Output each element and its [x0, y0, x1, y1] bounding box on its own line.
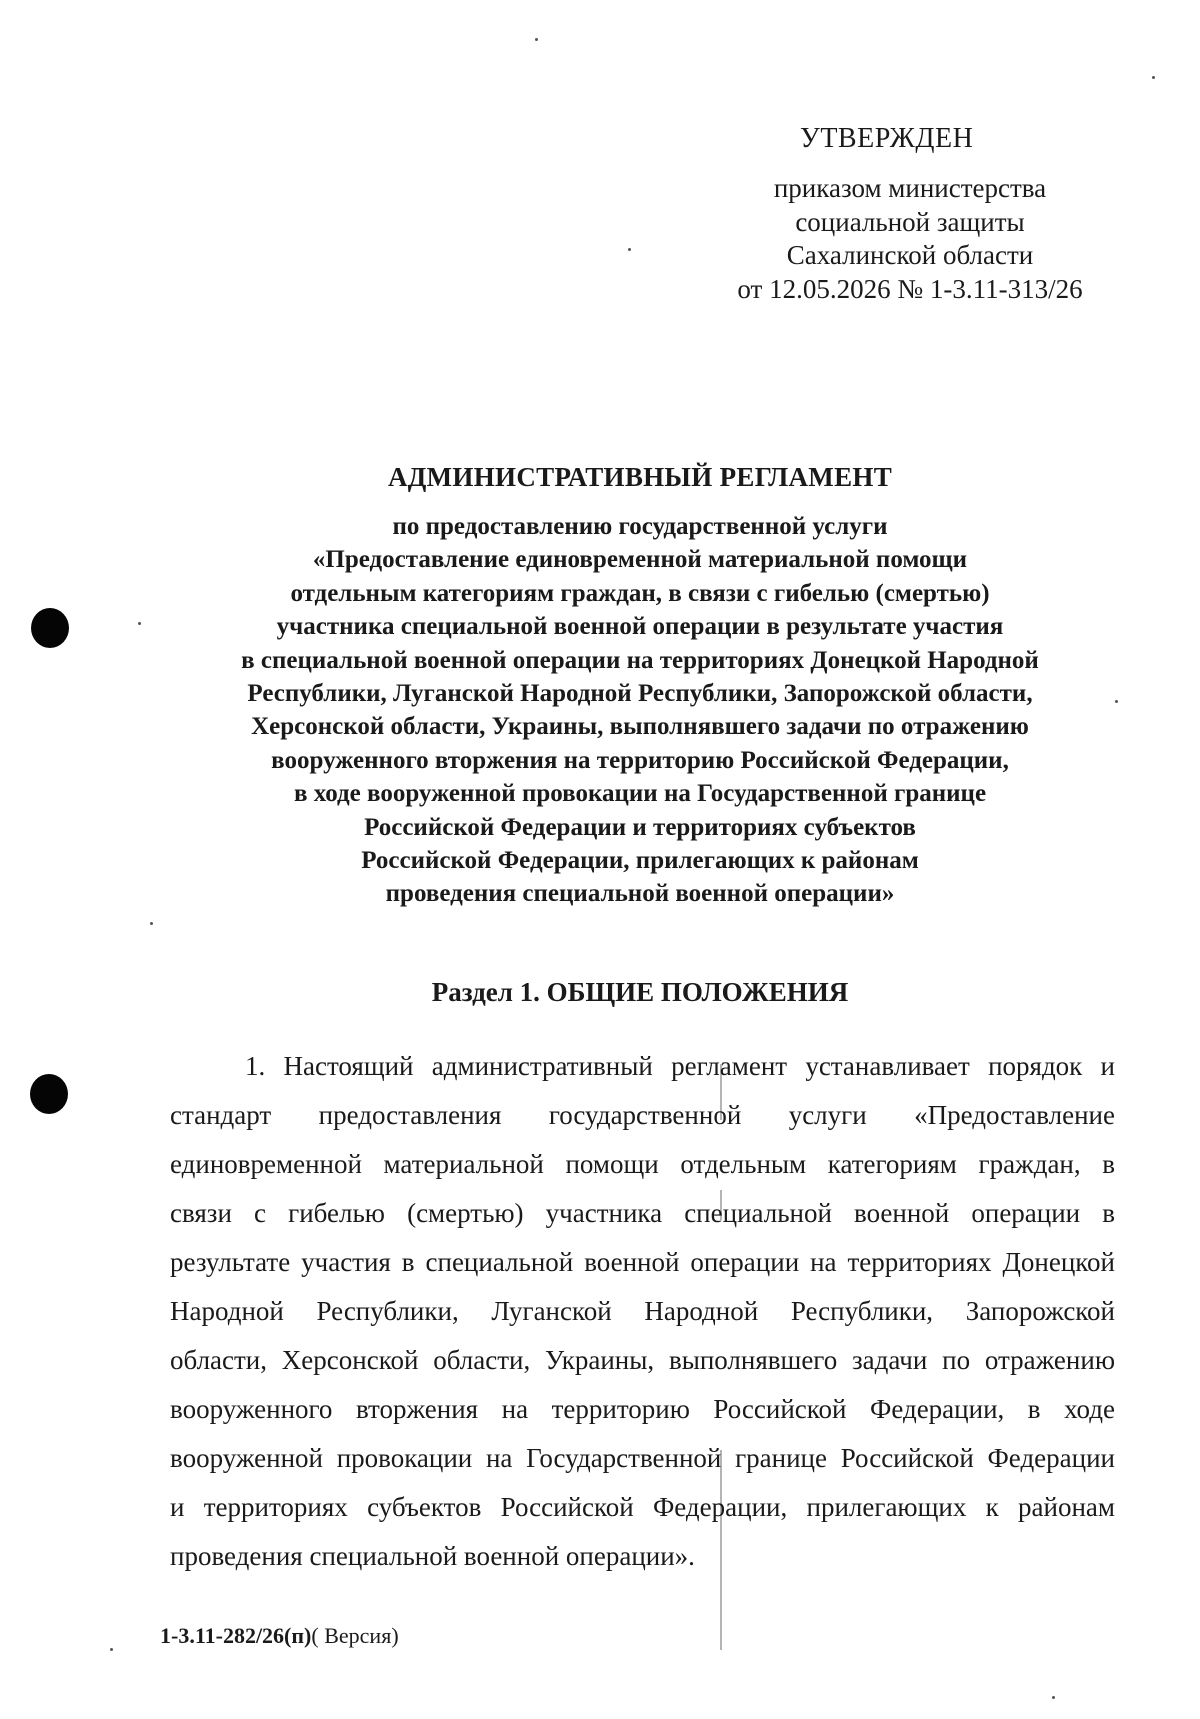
subtitle-line: «Предоставление единовременной материальной помощи: [312, 546, 968, 574]
approval-heading: УТВЕРЖДЕН: [800, 123, 974, 154]
paragraph-line: области, Херсонской области, Украины, выполнявшего задачи по отражению: [170, 1345, 1115, 1375]
document-code-footer: [160, 1622, 399, 1650]
approval-line: социальной защиты: [795, 206, 1025, 237]
subtitle-line: в специальной военной операции на территориях Донецкой Народной: [241, 646, 1039, 674]
punch-hole-mark: [31, 608, 69, 648]
document-code: 1-3.11-282/26(п): [160, 1623, 312, 1648]
subtitle-line: в ходе вооруженной провокации на Государственной границе: [293, 780, 987, 808]
approval-line: Сахалинской области: [786, 240, 1034, 270]
scan-speck: [1052, 1696, 1055, 1699]
subtitle-line: Республики, Луганской Народной Республики, Запорожской области,: [247, 680, 1033, 708]
paragraph-line: вооруженного вторжения на территорию Российской Федерации, в ходе: [170, 1394, 1115, 1424]
paragraph-line: связи с гибелью (смертью) участника специальной военной операции в: [170, 1198, 1115, 1228]
scan-speck: [150, 922, 153, 925]
paragraph-line: единовременной материальной помощи отдельным категориям граждан, в: [170, 1149, 1115, 1179]
paragraph-line: вооруженной провокации на Государственной границе Российской Федерации: [170, 1443, 1115, 1473]
subtitle-line: участника специальной военной операции в результате участия: [276, 613, 1004, 641]
scan-speck: [1152, 76, 1155, 79]
document-title: АДМИНИСТРАТИВНЫЙ РЕГЛАМЕНТ: [387, 462, 893, 492]
paragraph-line: и территориях субъектов Российской Федерации, прилегающих к районам: [170, 1492, 1115, 1522]
approval-line: приказом министерства: [773, 173, 1047, 203]
subtitle-line: Херсонской области, Украины, выполнявшего задачи по отражению: [251, 713, 1029, 741]
document-version: ( Версия): [311, 1623, 399, 1648]
punch-hole-mark: [30, 1074, 68, 1114]
approval-line: от 12.05.2026 № 1-3.11-313/26: [737, 273, 1083, 304]
scan-speck: [535, 38, 538, 41]
paragraph-line: Народной Республики, Луганской Народной Республики, Запорожской: [170, 1296, 1115, 1326]
paragraph-line: стандарт предоставления государственной услуги «Предоставление: [170, 1100, 1115, 1130]
subtitle-line: вооруженного вторжения на территорию Российской Федерации,: [271, 746, 1009, 774]
subtitle-line: Российской Федерации и территориях субъектов: [364, 813, 916, 841]
paragraph-line: проведения специальной военной операции».: [170, 1541, 695, 1571]
section-heading: Раздел 1. ОБЩИЕ ПОЛОЖЕНИЯ: [431, 977, 849, 1007]
approval-details: [720, 172, 1100, 306]
document-subtitle: [140, 510, 1140, 911]
subtitle-line: отдельным категориям граждан, в связи с гибелью (смертью): [290, 579, 990, 607]
section-paragraph: [170, 1042, 1115, 1581]
subtitle-line: Российской Федерации, прилегающих к районам: [361, 847, 919, 875]
subtitle-line: проведения специальной военной операции»: [385, 880, 895, 908]
scan-speck: [110, 1648, 113, 1651]
subtitle-line: по предоставлению государственной услуги: [392, 513, 888, 540]
paragraph-line: результате участия в специальной военной операции на территориях Донецкой: [170, 1247, 1115, 1277]
paragraph-line: 1. Настоящий административный регламент устанавливает порядок и: [245, 1051, 1115, 1081]
scan-speck: [628, 248, 631, 251]
